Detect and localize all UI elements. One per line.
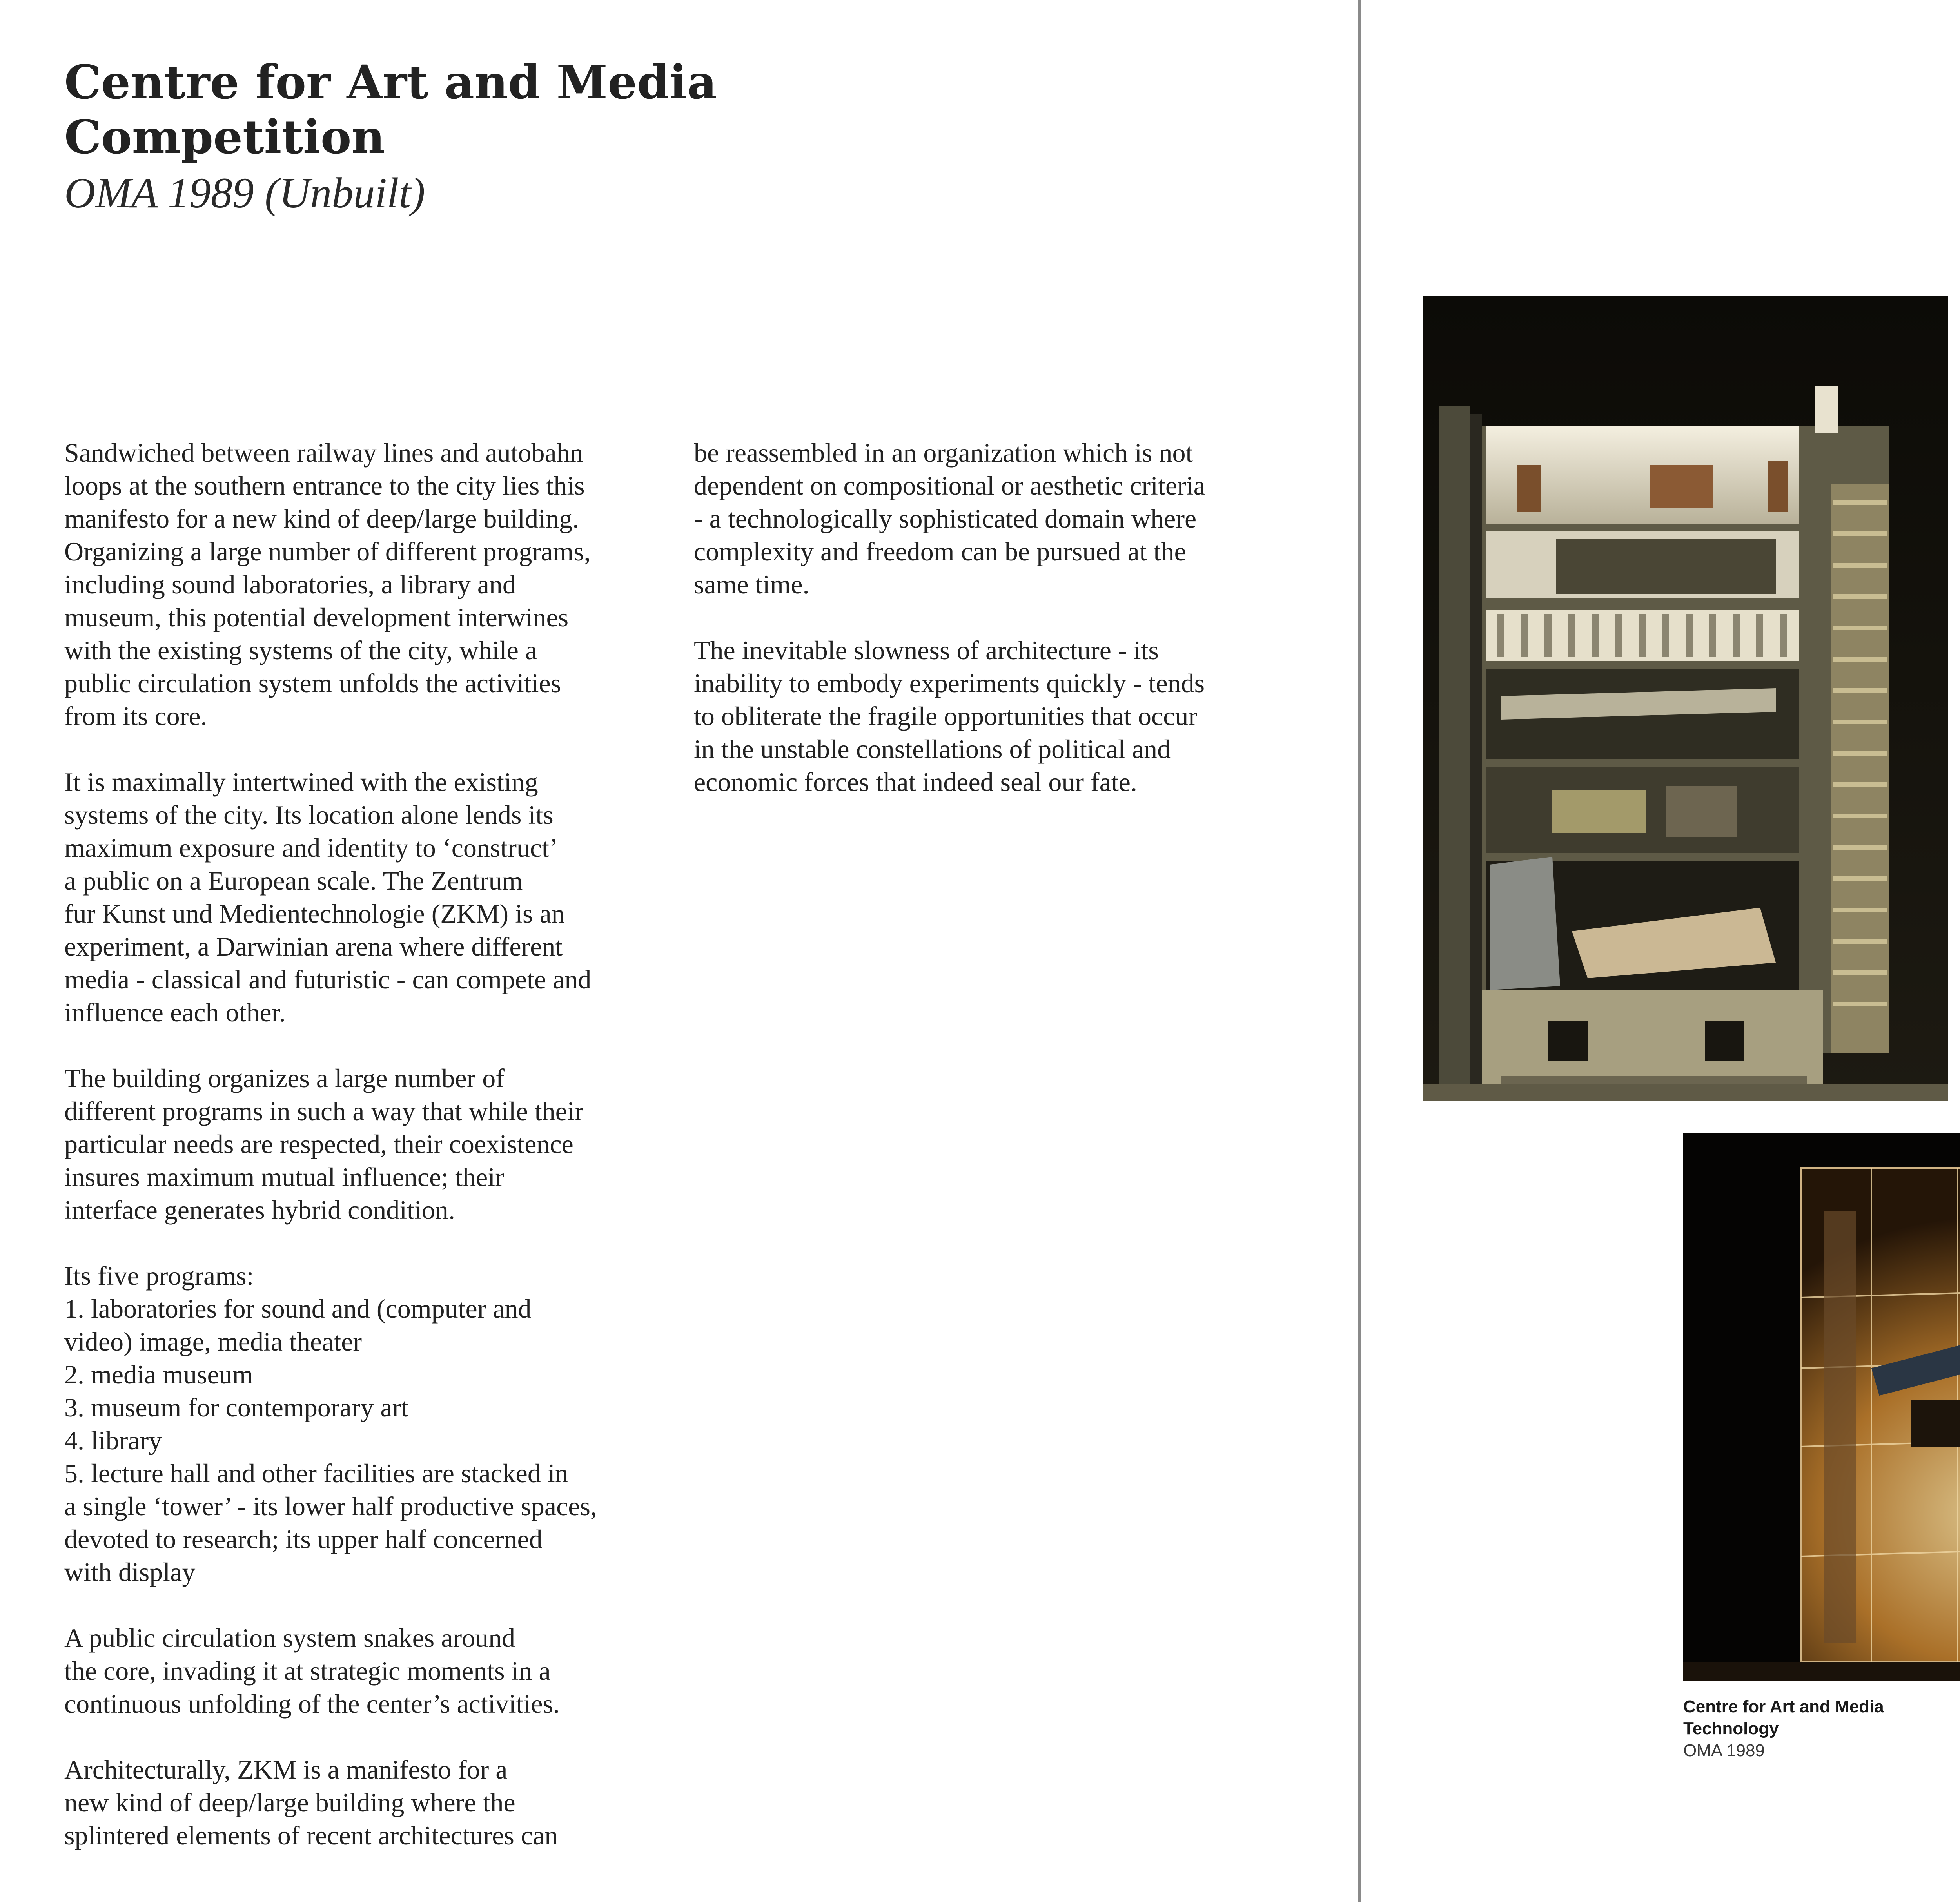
image-caption: [1683, 1696, 1958, 1762]
paragraph: Its five programs: 1. laboratories for sound and (computer and video) image, media theater 2. media museum 3. museum for contemporary art 4. library 5. lecture hall and other facilities are stacked in a single ‘tower’ - its lower half productive spaces, devoted to research; its upper half concerned with display: [64, 1261, 597, 1587]
model-photo: [1423, 296, 1948, 1101]
paragraph: The inevitable slowness of architecture - its inability to embody experiments quickly - tends to obliterate the fragile opportunities that occur in the unstable constellations of political and economic forces that indeed seal our fate.: [694, 635, 1205, 797]
body-text-right-column: [694, 436, 1305, 831]
paragraph: Sandwiched between railway lines and autobahn loops at the southern entrance to the city lies this manifesto for a new kind of deep/large building. Organizing a large number of different programs, including sound laboratories, a library and museum, this potential development interwines with the existing systems of the city, while a public circulation system unfolds the activities from its core.: [64, 438, 591, 731]
paragraph: Architecturally, ZKM is a manifesto for a new kind of deep/large building where the splintered elements of recent architectures can: [64, 1755, 558, 1850]
paragraph: It is maximally intertwined with the existing systems of the city. Its location alone lends its maximum exposure and identity to ‘construct’ a public on a European scale. The Zentrum fur Kunst und Medientechnologie (ZKM) is an experiment, a Darwinian arena where different media - classical and futuristic - can compete and influence each other.: [64, 767, 592, 1027]
paragraph: A public circulation system snakes around the core, invading it at strategic moments in a continuous unfolding of the center’s activities.: [64, 1623, 560, 1719]
page-gutter-divider: [1358, 0, 1361, 1902]
page-subtitle: OMA 1989 (Unbuilt): [64, 169, 425, 217]
illuminated-model-photo: [1683, 1133, 1960, 1681]
paragraph: be reassembled in an organization which is not dependent on compositional or aesthetic criteria - a technologically sophisticated domain where complexity and freedom can be pursued at the same time.: [694, 438, 1205, 599]
page-title: Centre for Art and Media Competition: [64, 55, 717, 164]
caption-title: Centre for Art and Media Technology: [1683, 1697, 1884, 1738]
paragraph: The building organizes a large number of different programs in such a way that while their particular needs are respected, their coexistence insures maximum mutual influence; their interface generates hybrid condition.: [64, 1063, 584, 1225]
caption-subtitle: OMA 1989: [1683, 1741, 1765, 1760]
body-text-left-column: [64, 436, 676, 1885]
